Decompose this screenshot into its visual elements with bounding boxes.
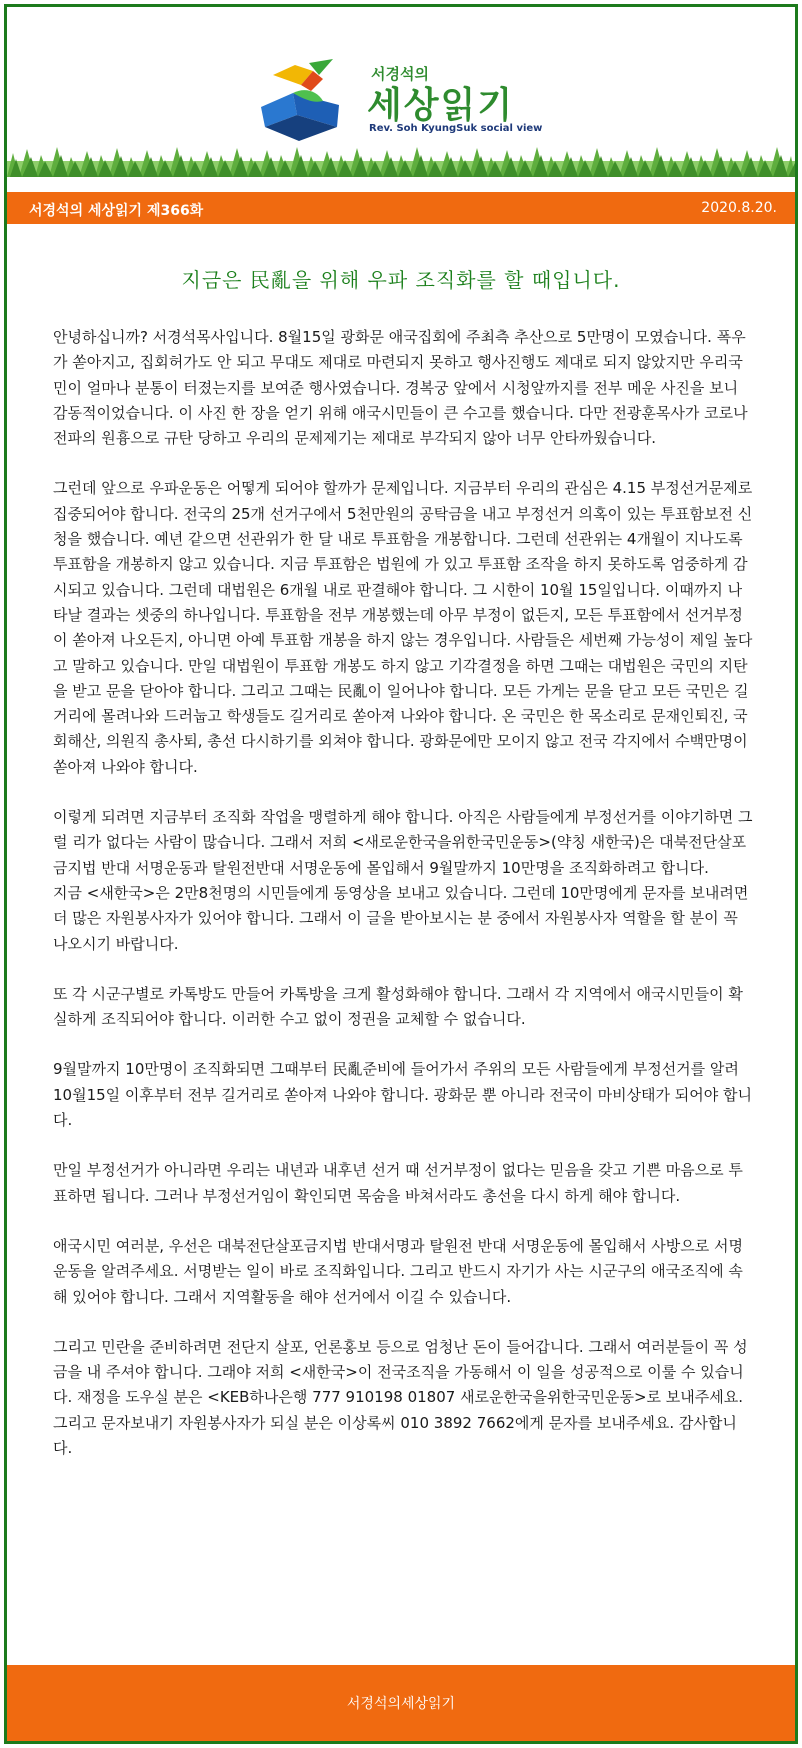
paragraph: 이렇게 되려면 지금부터 조직화 작업을 맹렬하게 해야 합니다. 아직은 사람들에게 부정선거를 이야기하면 그럴 리가 없다는 사람이 많습니다. 그래서 저희 <새로운한국을위한국민운동>(약칭 새한국)은 대북전단살포금지법 반대 서명운동과 탈원전반대 서명운동에 몰입해서 9월말까지 10만명을 조직화하려고 합니다. 지금 <새한국>은 2만8천명의 시민들에게 동영상을 보내고 있습니다. 그런데 10만명에게 문자를 보내려면 더 많은 자원봉사자가 있어야 합니다. 그래서 이 글을 받아보시는 분 중에서 자원봉사자 역할을 할 분이 꼭 나오시기 바랍니다. xyxy=(53,808,753,953)
site-logo[interactable] xyxy=(253,57,583,147)
paragraph: 그리고 민란을 준비하려면 전단지 살포, 언론홍보 등으로 엄청난 돈이 들어갑니다. 그래서 여러분들이 꼭 성금을 내 주셔야 합니다. 그래야 저희 <새한국>이 전국조직을 가동해서 이 일을 성공적으로 이룰 수 있습니다. 재정을 도우실 분은 <KEB하나은행 777 910198 01807 새로운한국을위한국민운동>로 보내주세요. 그리고 문자보내기 자원봉사자가 되실 분은 이상록씨 010 3892 7662에게 문자를 보내주세요. 감사합니다. xyxy=(53,1337,748,1457)
newsletter-frame xyxy=(4,4,798,1744)
article-headline: 지금은 民亂을 위해 우파 조직화를 할 때입니다. xyxy=(181,268,621,292)
paragraph: 9월말까지 10만명이 조직화되면 그때부터 民亂준비에 들어가서 주위의 모든 사람들에게 부정선거를 알려 10월15일 이후부터 전부 길거리로 쏟아져 나와야 합니다. 광화문 뿐 아니라 전국이 마비상태가 되어야 합니다. xyxy=(53,1060,753,1130)
grass-strip-icon xyxy=(7,143,795,177)
article-body xyxy=(53,325,753,1486)
book-bird-logo-icon xyxy=(253,57,363,147)
footer-bar xyxy=(7,1665,795,1741)
logo-english-text: Rev. Soh KyungSuk social view xyxy=(369,123,543,134)
logo-small-text: 서경석의 xyxy=(371,65,429,83)
paragraph: 안녕하십니까? 서경석목사입니다. 8월15일 광화문 애국집회에 주최측 추산으로 5만명이 모였습니다. 폭우가 쏟아지고, 집회허가도 안 되고 무대도 제대로 마련되지 못하고 행사진행도 제대로 되지 않았지만 우리국민이 얼마나 분통이 터졌는지를 보여준 행사였습니다. 경복궁 앞에서 시청앞까지를 전부 메운 사진을 보니 감동적이었습니다. 이 사진 한 장을 얻기 위해 애국시민들이 큰 수고를 했습니다. 다만 전광훈목사가 코로나 전파의 원흉으로 규탄 당하고 우리의 문제제기는 제대로 부각되지 않아 너무 안타까웠습니다. xyxy=(53,328,748,448)
title-bar xyxy=(7,192,795,224)
footer-text[interactable]: 서경석의세상읽기 xyxy=(346,1696,456,1712)
issue-date: 2020.8.20. xyxy=(701,200,777,216)
paragraph: 애국시민 여러분, 우선은 대북전단살포금지법 반대서명과 탈원전 반대 서명운동에 몰입해서 사방으로 서명운동을 알려주세요. 서명받는 일이 바로 조직화입니다. 그리고 반드시 자기가 사는 시군구의 애국조직에 속해 있어야 합니다. 그래서 지역활동을 해야 선거에서 이길 수 있습니다. xyxy=(53,1236,744,1306)
paragraph: 또 각 시군구별로 카톡방도 만들어 카톡방을 크게 활성화해야 합니다. 그래서 각 지역에서 애국시민들이 확실하게 조직되어야 합니다. 이러한 수고 없이 정권을 교체할 수 없습니다. xyxy=(53,984,743,1029)
header xyxy=(7,7,795,169)
paragraph: 그런데 앞으로 우파운동은 어떻게 되어야 할까가 문제입니다. 지금부터 우리의 관심은 4.15 부정선거문제로 집중되어야 합니다. 전국의 25개 선거구에서 5천만원의 공탁금을 내고 부정선거 의혹이 있는 투표함보전 신청을 했습니다. 예년 같으면 선관위가 한 달 내로 투표함을 개봉합니다. 그런데 선관위는 4개월이 지나도록 투표함을 개봉하지 않고 있습니다. 지금 투표함은 법원에 가 있고 투표함 조작을 하지 못하도록 엄중하게 감시되고 있습니다. 그런데 대법원은 6개월 내로 판결해야 합니다. 그 시한이 10월 15일입니다. 이때까지 나타날 결과는 셋중의 하나입니다. 투표함을 전부 개봉했는데 아무 부정이 없든지, 모든 투표함에서 선거부정이 쏟아져 나오든지, 아니면 아예 투표함 개봉을 하지 않는 경우입니다. 사람들은 세번째 가능성이 제일 높다고 말하고 있습니다. 만일 대법원이 투표함 개봉도 하지 않고 기각결정을 하면 그때는 대법원은 국민의 지탄을 받고 문을 닫아야 합니다. 그리고 그때는 民亂이 일어나야 합니다. 모든 가게는 문을 닫고 모든 국민은 길거리에 몰려나와 드러눕고 학생들도 길거리로 쏟아져 나와야 합니다. 온 국민은 한 목소리로 문재인퇴진, 국회해산, 의원직 총사퇴, 총선 다시하기를 외쳐야 합니다. 광화문에만 모이지 않고 전국 각지에서 수백만명이 쏟아져 나와야 합니다. xyxy=(53,479,753,776)
issue-title: 서경석의 세상읽기 제366화 xyxy=(29,203,204,219)
paragraph: 만일 부정선거가 아니라면 우리는 내년과 내후년 선거 때 선거부정이 없다는 믿음을 갖고 기쁜 마음으로 투표하면 됩니다. 그러나 부정선거임이 확인되면 목숨을 바쳐서라도 총선을 다시 하게 해야 합니다. xyxy=(53,1161,743,1205)
logo-main-text: 세상읽기 xyxy=(367,85,515,126)
